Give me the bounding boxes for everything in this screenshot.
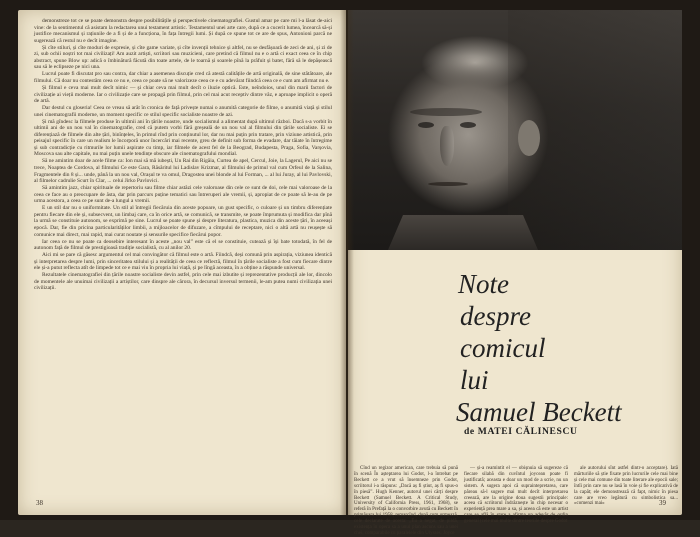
portrait-eye-right xyxy=(460,122,476,128)
paragraph: E un stil dar nu o uniformitate. Un stil al întregii fiecăruia din aceste popoare, un gust specific, o culoare și un timbru diferențiate pentru fiecare din ele și, subsecvent, un limbaj care, ca în orice artă, se comunică, se transmite, se poate împrumuta și modifica dar pînă la urmă se constituie autonom, se exprimă pe sine. Lucrul se poate spune și despre literatura, plastica, muzica din aceste țări, în aceeași epocă. Dar, fie din pricina particularităților limbii, a mijloacelor de difuzare, a cîmpului de receptare, nici o altă artă nu reușește să comunice mai direct, mai rapid, mai curat noutate și sensurile specifice fiecărui popor. xyxy=(34,205,332,238)
paragraph: Și cîte stiluri, și cîte moduri de expresie, și cîte game variate, și cîte invenții tehnice și altfel, nu se desfășoară de zeci de ani, și zi de zi, sub ochii noștri tot mai civilizați! Am auzit artiști, scriitori sau muzicieni, care pretind că filmul nu e o artă ci exact ceea ce în chip abstract, spune Blow up: adică o îmbinătură făcută din toate artele, de le toarnă și soarele pînă la prăfuit și batet, fără să le depășească sau să le eclipseze pe nici una. xyxy=(34,44,332,71)
column-paragraph: Cînd un regizor american, care trebuia să pună în scenă În așteptarea lui Godot, l-a întrebat pe Beckett ce a vrut să însemneze prin Godot, scriitorul i-a răspuns: „Dacă aș fi știut, aș fi spus-o în piesă”. Hugh Kenner, autorul unei cărți despre Beckett (Samuel Beckett. A Critical Study, University of California Press, 1961, 1968), se referă în Prefață la o convorbire avută cu Beckett în primăvara lui 1958, remarcînd, după cum urmează, cele declarate de acesta: „Eu a negat, de pildă, existența în opera sa a unui plan ascuns sau a unei chei, comparabile cu paralelele din Ulysses. Joyce xyxy=(354,466,458,536)
left-page-text xyxy=(34,18,332,498)
title-line: comicul xyxy=(460,333,546,363)
title-line: lui xyxy=(460,365,489,395)
portrait-mouth xyxy=(428,182,468,186)
article-title xyxy=(458,268,673,428)
column-paragraph: — și-a reamintit el — obișnuia să sugereze că fiecare silabă din cuvîntul joycean poate fi justificată; aceasta e doar un mod de a scrie, nu un sistem. A sugera apoi că supraintepretarea, care păreau să-l sugere mai mult decît interpretarea creează, are la origine doua sugestii principale: aceea că scriitorul îndrăznește în chip necesar o experiență prea mare a sa, și aceea că este un artist care se află în stare a afirma un adevăr de ordin general (cele mai multe dintre teoriile despre Godot xyxy=(464,466,568,525)
title-line: despre xyxy=(460,301,531,331)
text-column xyxy=(464,466,568,525)
portrait-ear xyxy=(518,120,540,156)
paragraph: Să amintim jazz, chiar spirituale de repertoriu sau filme chiar astăzi cele valoroase din cele ce sunt de doi, cele mai valoroase de la ceea ce face au o preocupare de ăsta, dar prin parcurs puține tematici sau întreruperi ale vremii, și, apropiat de ce poate să le-au de pe urma acestora, a ceea ce pe sunt de-a lungul a vremii. xyxy=(34,185,332,205)
portrait-nose xyxy=(440,126,454,166)
paragraph: Lucrul poate fi discutat pro sau contra, dar chiar a asemenea discuție cred că atestă calitățile de artă originală, de sine stătătoare, ale filmului. Că doar nu contestăm ceea ce nu e, ceea ce poate să ne valorizeze ceea ce e cu adevărat fiindcă ceea ce e cum am afirmat nu e. xyxy=(34,71,332,84)
right-page xyxy=(348,10,682,536)
paragraph: Iar ceea ce nu se poate ca deosebire interesant în aceste „nou val” este că el se constituie, cutează și își bate totodată, în fel de autonom față de filmul de prestigioasă tradiție socialistă, cu al anilor 20. xyxy=(34,238,332,252)
paragraph: Să ne amintim doar de acele filme ca: Ion mai să mă iubești, Un Rai din Rigăia, Curtea de apel, Cercul, Joie, la Lagerul, Pe aici nu se trece, Noaptea de Cordova, al filmului Ce este Gara, Răsăritul lui Ladislav Krizmar, al filmului de primul val cum Orfeul de la Salina, Fragmentele din 8 și... unde, până la un nou val, Orașul te va omul, Dragostea unei blonde al lui Forman, ... al lui Juray, al lui Pavlovski, al filmelor cadrulie Scurt în Clar, ... celui Jirko Pavlovici. xyxy=(34,158,332,185)
paragraph: Și mă gîndesc la filmele produse în ultimii ani în țările noastre, unde socialismul a alimentat după ultimul război. Dacă s-a vorbit în ultimii ani de un nou val în cinematografie, cred că putem vorbi fără greșeală de un nou val al filmului din țările socialiste. Ei se diferențiază de filmele din alte țări, binînțeles, în primul rînd prin conținutul lor, dar nu mai puțin prin tratare, prin viziune artistică, prin peisajul specific în care un realism le încorporă unor încercări mai recente, greu de definit sub forma de evadare, dar tăiate în întregime și sub contradicție cu ritmurile lor lumii aspirate cu timp, iar filmele de acest fel de la Beograd, Budapesta, Praga, Sofia, Varșovia, Moscova sau alte capitale, nu mai puțin unele tendințe obscure ale cinematografului mondial. xyxy=(34,118,332,158)
paragraph: Dar destul cu gloseria! Ceea ce vreau să arăt în cronica de față privește numai o anumită categorie de filme, o anumită viață și stilul unei cinematografii moderne, un moment specific ce stilul specific socialiste noastre de azi. xyxy=(34,105,332,118)
portrait-eye-left xyxy=(418,122,434,128)
portrait-collar xyxy=(388,215,538,250)
portrait-brow xyxy=(410,108,482,116)
page-number-right: 39 xyxy=(659,499,666,507)
page-number-left: 38 xyxy=(36,499,43,507)
article-body-columns xyxy=(354,466,678,536)
paragraph: Aici mi se pare că găsesc argumentul cel mai convingător că filmul este o artă. Fiindcă, deși comună prin aspirația, viziunea identică și interpretarea despre lumi, prin sinceritatea stilului și a realității de ceea ce reflectă, filmul în țările socialiste a fost cum fiecare dintre ele și-a putut reflecta atît de limpede tot ce e mai viu în propria lui viață, și pe lîngă aceasta, în a obține a răspunde universal. xyxy=(34,252,332,272)
title-line: Samuel Beckett xyxy=(456,397,622,427)
paragraph: Rezultatele cinematografiei din țările noastre socialiste devin astfel, prin cele mai izbutite și reprezentative producții ale lor, dincolo de momentele ale unuimai civilizații a artiștilor, care dinspre ale cărora, în decursul inversul termenii, le-am putea numi civilizația unei civilizații. xyxy=(34,272,332,292)
paragraph: Și filmul e ceva mai mult decît nimic — și chiar ceva mai mult decît o iluzie optică. Este, neîndoios, unul din marii factori de civilizație ai vieții moderne. Iar o civilizație care se propagă prin filmul, prin cel mai acut receptiv dintre văz, e aproape implicit o operă de artă. xyxy=(34,84,332,105)
title-line: Note xyxy=(458,269,509,299)
column-paragraph: ale autorului sînt astfel dintr-o acceptare). Iată mărturiile să știe fixate prin lucrurile cele mai bine și cele mai comune din toate literare ale epocii sale; întîi prin care nu se lasă în voie și fie explicativă de la capăt; ele demonstrează că fapt, nimic în piesa care are vreo legătură cu simbolistica sa... «comenzi mai» xyxy=(574,466,678,507)
text-column xyxy=(354,466,458,536)
paragraph: demonstreze tot ce se poate demonstra despre posibilitățile și perspectivele cinematografiei. Gustul amar pe care mi l-a lăsat de-aici vine: de la sentimentul că asistam la redactarea unui testament artistic. Testamentul unei arte care, după ce a cucerit lumea, încearcă să-și justifice mecanismul și rațiunile de a fi și de a funcționa, în fața întregii lumi. Și după ce spune tot ce are de spus, Antonioni parcă ne sugerează că restul nu e decît imagine. xyxy=(34,18,332,44)
article-byline: de MATEI CĂLINESCU xyxy=(464,426,578,437)
left-page xyxy=(18,10,346,515)
author-portrait-photo xyxy=(348,10,682,250)
